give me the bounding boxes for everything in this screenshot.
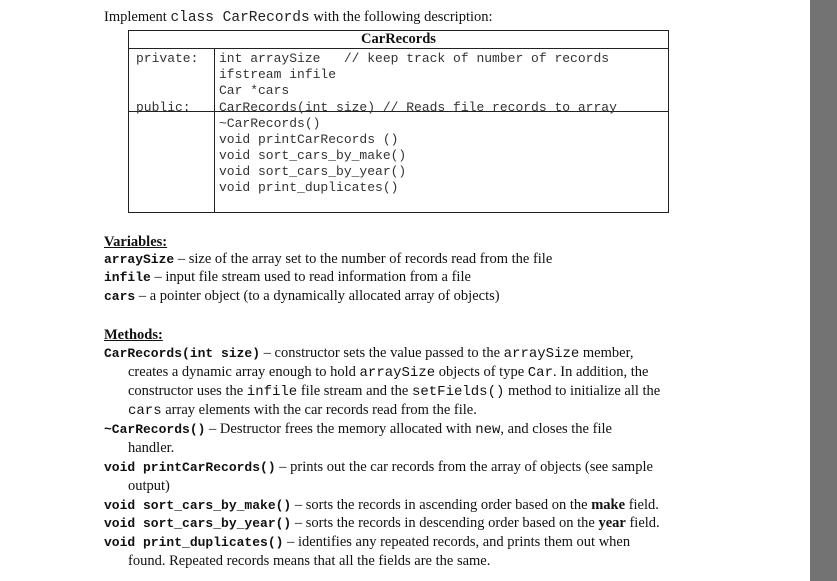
method-continuation	[128, 383, 660, 401]
method-desc: constructor uses the	[128, 383, 247, 399]
method-row	[104, 421, 612, 439]
method-continuation: handler.	[128, 440, 175, 456]
uml-class-box	[128, 30, 669, 213]
method-desc: creates a dynamic array enough to hold	[128, 364, 360, 380]
method-desc: . In addition, the	[552, 364, 649, 380]
variable-desc: – input file stream used to read information from a file	[150, 269, 471, 285]
method-continuation	[128, 402, 477, 420]
method-row	[104, 534, 630, 551]
method-desc: field.	[625, 497, 659, 513]
method-desc: – sorts the records in ascending order based on the	[291, 497, 592, 513]
public-member: void print_duplicates()	[219, 180, 399, 195]
intro-line	[104, 9, 493, 26]
variable-row	[104, 251, 552, 268]
public-member: CarRecords(int size) // Reads file records to array	[219, 100, 617, 115]
private-label: private:	[136, 51, 199, 66]
method-desc: – Destructor frees the memory allocated with	[205, 421, 476, 437]
method-desc: – constructor sets the value passed to the	[260, 345, 504, 361]
variable-name: arraySize	[104, 252, 175, 267]
method-row	[104, 515, 660, 532]
method-row	[104, 497, 659, 514]
variable-name: infile	[104, 270, 151, 285]
method-desc: objects of type	[435, 364, 528, 380]
code-ref: Car	[527, 365, 553, 381]
code-ref: infile	[246, 384, 298, 400]
variable-row	[104, 269, 471, 286]
methods-heading: Methods:	[104, 327, 163, 343]
method-desc: method to initialize all the	[504, 383, 661, 399]
public-member: void sort_cars_by_make()	[219, 148, 407, 163]
method-continuation: found. Repeated records means that all the fields are the same.	[128, 553, 491, 569]
intro-code: class CarRecords	[170, 10, 310, 26]
field-name: make	[591, 497, 626, 513]
method-signature: void sort_cars_by_make()	[104, 498, 292, 513]
method-desc: field.	[625, 515, 660, 531]
variable-row	[104, 288, 500, 305]
method-row	[104, 345, 633, 363]
private-member: int arraySize // keep track of number of records	[219, 51, 610, 66]
intro-pre: Implement	[104, 9, 167, 25]
method-signature: void print_duplicates()	[104, 535, 284, 550]
private-member: Car *cars	[219, 83, 290, 98]
variable-name: cars	[104, 289, 136, 304]
variable-desc: – a pointer object (to a dynamically allocated array of objects)	[135, 288, 500, 304]
uml-divider-vertical	[214, 48, 215, 212]
method-desc: , and closes the file	[500, 421, 612, 437]
method-signature: ~CarRecords()	[104, 422, 206, 437]
method-continuation	[128, 364, 648, 382]
field-name: year	[598, 515, 626, 531]
method-desc: – sorts the records in descending order based on the	[291, 515, 599, 531]
method-row	[104, 459, 653, 476]
code-ref: new	[475, 422, 501, 438]
method-desc: – identifies any repeated records, and prints them out when	[283, 534, 631, 550]
intro-post: with the following description:	[313, 9, 493, 25]
public-label: public:	[136, 100, 191, 115]
method-continuation: output)	[128, 478, 170, 494]
method-signature: void sort_cars_by_year()	[104, 516, 292, 531]
method-desc: member,	[579, 345, 634, 361]
scrollbar[interactable]	[810, 0, 837, 581]
method-desc: array elements with the car records read from the file.	[161, 402, 477, 418]
code-ref: cars	[128, 403, 162, 419]
private-member: ifstream infile	[219, 67, 337, 82]
code-ref: setFields()	[411, 384, 505, 400]
method-signature: CarRecords(int size)	[104, 346, 261, 361]
method-desc: – prints out the car records from the array of objects (see sample	[275, 459, 653, 475]
variables-heading: Variables:	[104, 234, 168, 250]
code-ref: arraySize	[503, 346, 580, 362]
code-ref: arraySize	[359, 365, 436, 381]
uml-class-name: CarRecords	[129, 31, 668, 49]
public-member: ~CarRecords()	[219, 116, 321, 131]
public-member: void printCarRecords ()	[219, 132, 399, 147]
variable-desc: – size of the array set to the number of records read from the file	[174, 251, 553, 267]
public-member: void sort_cars_by_year()	[219, 164, 407, 179]
method-signature: void printCarRecords()	[104, 460, 276, 475]
method-desc: file stream and the	[297, 383, 412, 399]
